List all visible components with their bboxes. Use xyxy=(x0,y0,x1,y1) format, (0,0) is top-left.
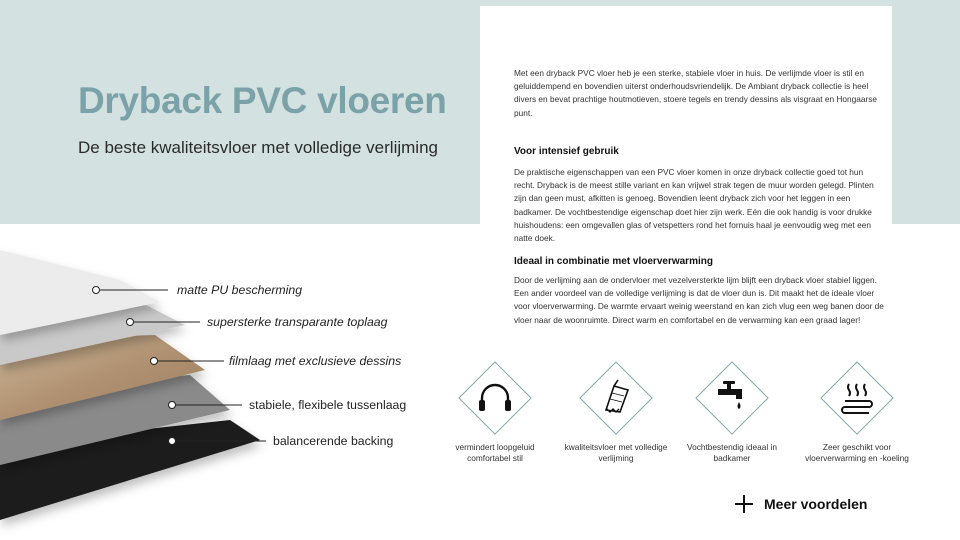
feature-glue xyxy=(556,360,676,463)
feature-caption-waterproof: Vochtbestendig ideaal in badkamer xyxy=(687,442,777,463)
intro-paragraph: Met een dryback PVC vloer heb je een sterke, stabiele vloer in huis. De verlijmde vloer is stil en geluiddempend en bovendien uiterst onderhoudsvriendelijk. De Ambiant dryback collectie is heel divers en bevat prachtige houtmotieven, stoere tegels en trendy dessins als visgraat en Hongaarse punt. xyxy=(514,68,877,118)
section-body-heating: Door de verlijming aan de ondervloer met vezelversterkte lijm blijft een dryback vloer stabiel liggen. Een ander voordeel van de volledige verlijming is dat de vloer dun is. Dit maakt het de ideale vloer voor vloerverwarming. De warmte ervaart weinig weerstand en kan zich vlug een weg banen door de vloer naar de woonruimte. Direct warm en comfortabel en de verwarming kan een graad lager! xyxy=(514,275,884,325)
page-subtitle: De beste kwaliteitsvloer met volledige verlijming xyxy=(78,138,438,157)
feature-waterproof xyxy=(672,360,792,463)
section-heading-intensive: Voor intensief gebruik xyxy=(514,146,619,157)
layer-label-filmlaag: filmlaag met exclusieve dessins xyxy=(229,354,402,368)
feature-caption-quiet: vermindert loopgeluid comfortabel stil xyxy=(455,442,535,463)
trowel-icon xyxy=(578,360,654,436)
headphones-icon xyxy=(457,360,533,436)
page-title: Dryback PVC vloeren xyxy=(78,80,447,121)
floor-heating-icon xyxy=(819,360,895,436)
layer-label-toplaag: supersterke transparante toplaag xyxy=(207,315,388,329)
more-benefits-label: Meer voordelen xyxy=(764,496,868,512)
section-body-intensive: De praktische eigenschappen van een PVC vloer komen in onze dryback collectie goed tot hun recht. Dryback is de meest stille variant en kan vrijwel strak tegen de muur worden gelegd. Plinten zijn dan geen must, afkitten is genoeg. Bovendien leent dryback zich voor het leggen in een badkamer. De vochtbestendige eigenschap doet hier zijn werk. Eén die ook handig is voor drukke huishoudens: een omgevallen glas of vetspetters rond het fornuis haal je eenvoudig weg met een natte doek. xyxy=(514,167,874,244)
more-benefits-button[interactable] xyxy=(734,494,867,514)
layer-label-tussenlaag: stabiele, flexibele tussenlaag xyxy=(249,398,407,412)
feature-quiet xyxy=(435,360,555,463)
plus-icon xyxy=(734,494,754,514)
section-heading-heating: Ideaal in combinatie met vloerverwarming xyxy=(514,256,713,267)
layer-label-pu: matte PU bescherming xyxy=(177,283,303,297)
feature-caption-glue: kwaliteitsvloer met volledige verlijming xyxy=(564,442,668,463)
faucet-icon xyxy=(694,360,770,436)
layer-label-backing: balancerende backing xyxy=(273,434,394,448)
feature-caption-floor-heating: Zeer geschikt voor vloerverwarming en -koeling xyxy=(805,442,909,463)
feature-floor-heating xyxy=(797,360,917,463)
